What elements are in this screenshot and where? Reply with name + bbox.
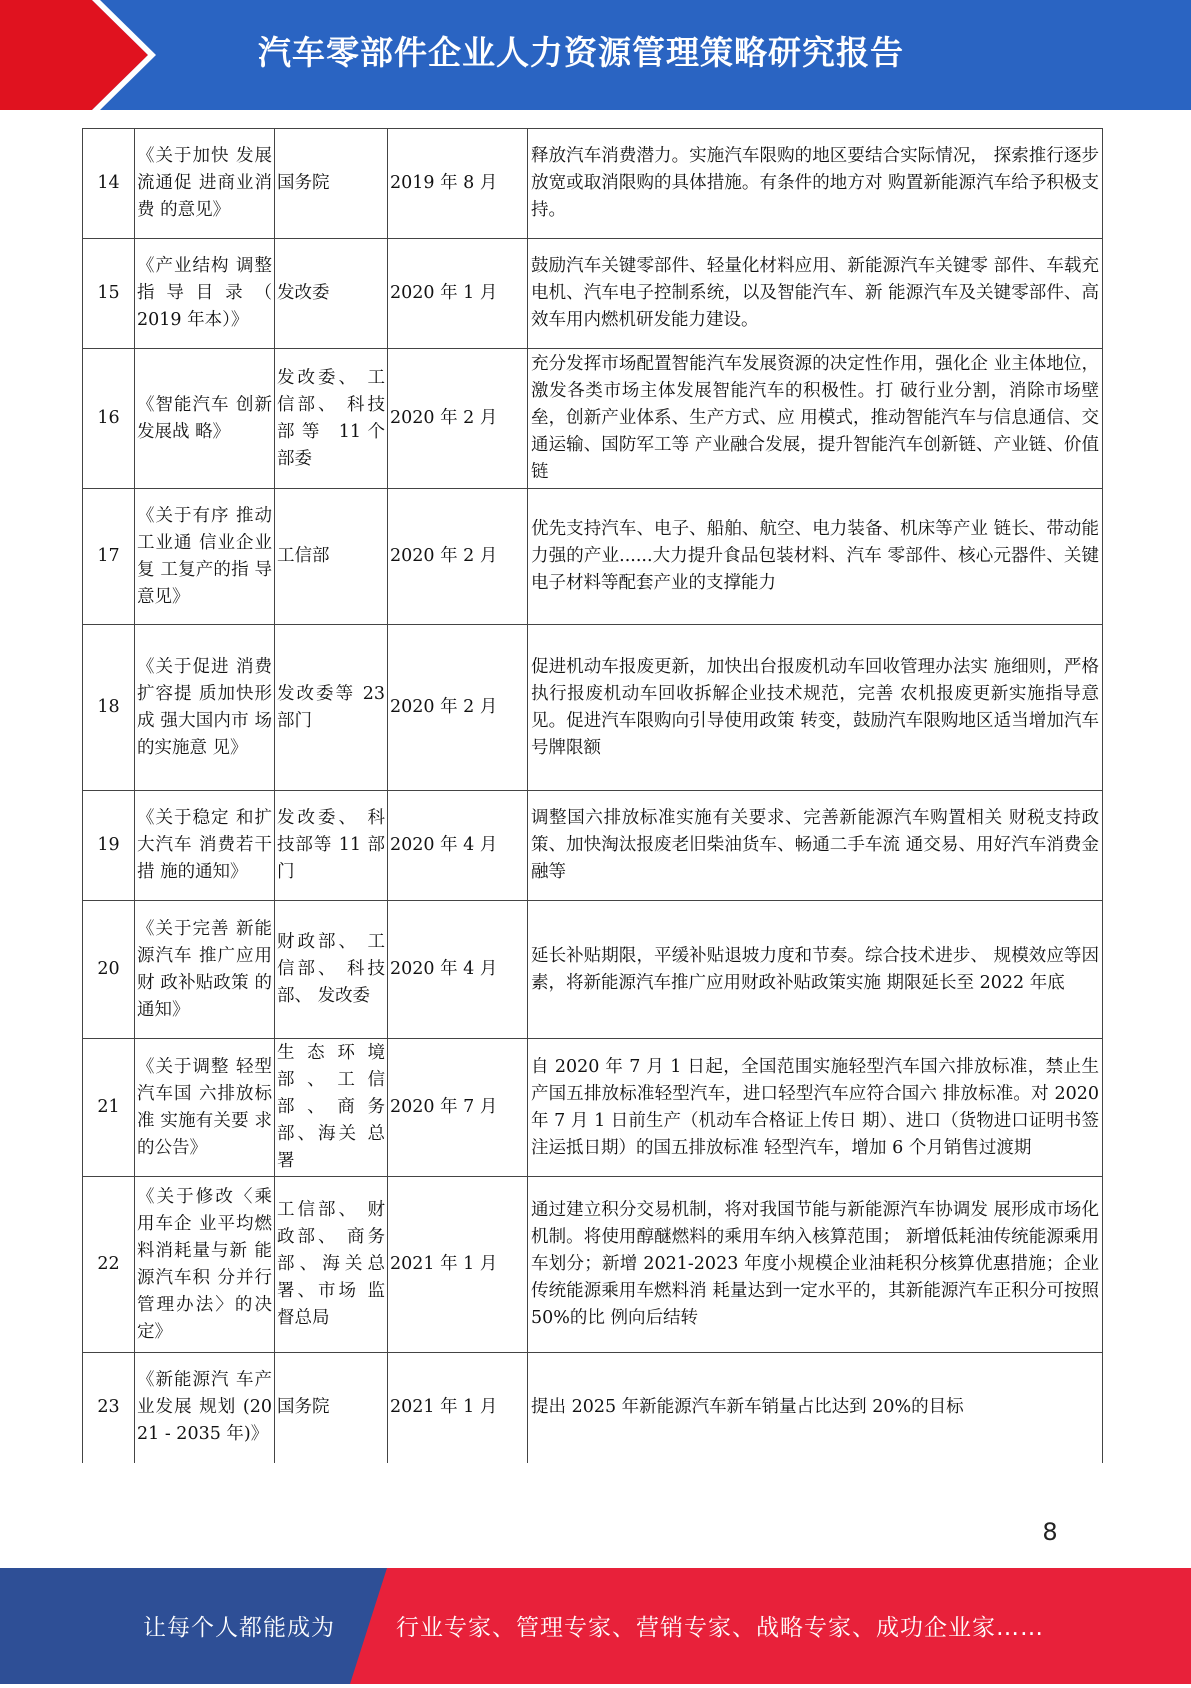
row-number: 14	[83, 129, 135, 239]
policy-content: 释放汽车消费潜力。实施汽车限购的地区要结合实际情况， 探索推行逐步放宽或取消限购的具体措施。有条件的地方对 购置新能源汽车给予积极支持。	[528, 129, 1103, 239]
table-row	[83, 349, 1103, 489]
row-number: 23	[83, 1353, 135, 1463]
report-header	[0, 0, 1191, 110]
policy-name: 《关于促进 消费扩容提 质加快形成 强大国内市 场的实施意 见》	[135, 625, 275, 791]
table-row	[83, 129, 1103, 239]
table-row	[83, 489, 1103, 625]
table-row	[83, 1353, 1103, 1463]
issuing-department: 发改委、 科技部等 11 部门	[275, 791, 388, 901]
row-number: 20	[83, 901, 135, 1039]
policy-content: 自 2020 年 7 月 1 日起，全国范围实施轻型汽车国六排放标准，禁止生产国五排放标准轻型汽车，进口轻型汽车应符合国六 排放标准。对 2020 年 7 月 1 日前生产（机动车合格证上传日 期）、进口（货物进口证明书签注运抵日期）的国五排放标准 轻型汽车，增加 6 个月销售过渡期	[528, 1039, 1103, 1177]
policy-content: 充分发挥市场配置智能汽车发展资源的决定性作用，强化企 业主体地位，激发各类市场主体发展智能汽车的积极性。打 破行业分割，消除市场壁垒，创新产业体系、生产方式、应 用模式，推动智能汽车与信息通信、交通运输、国防军工等 产业融合发展，提升智能汽车创新链、产业链、价值链	[528, 349, 1103, 489]
row-number: 15	[83, 239, 135, 349]
policy-name: 《关于有序 推动工业通 信业企业复 工复产的指 导意见》	[135, 489, 275, 625]
policy-content: 延长补贴期限，平缓补贴退坡力度和节奏。综合技术进步、 规模效应等因素，将新能源汽车推广应用财政补贴政策实施 期限延长至 2022 年底	[528, 901, 1103, 1039]
issuing-department: 发改委、 工信部、 科技部 等 11 个部委	[275, 349, 388, 489]
policy-table	[82, 128, 1103, 1463]
issue-date: 2021 年 1 月	[388, 1177, 528, 1353]
issuing-department: 工信部	[275, 489, 388, 625]
issuing-department: 国务院	[275, 1353, 388, 1463]
table-row	[83, 1177, 1103, 1353]
issue-date: 2020 年 2 月	[388, 489, 528, 625]
policy-name: 《关于修改〈乘用车企 业平均燃料消耗量与新 能源汽车积 分并行管理办法〉的决 定》	[135, 1177, 275, 1353]
issue-date: 2020 年 2 月	[388, 349, 528, 489]
issuing-department: 发改委等 23 部门	[275, 625, 388, 791]
issue-date: 2021 年 1 月	[388, 1353, 528, 1463]
row-number: 21	[83, 1039, 135, 1177]
policy-name: 《关于调整 轻型汽车国 六排放标准 实施有关要 求的公告》	[135, 1039, 275, 1177]
issue-date: 2020 年 4 月	[388, 791, 528, 901]
issuing-department: 发改委	[275, 239, 388, 349]
issue-date: 2020 年 2 月	[388, 625, 528, 791]
policy-content: 促进机动车报废更新，加快出台报废机动车回收管理办法实 施细则，严格执行报废机动车回收拆解企业技术规范，完善 农机报废更新实施指导意见。促进汽车限购向引导使用政策 转变，鼓励汽车限购地区适当增加汽车号牌限额	[528, 625, 1103, 791]
table-row	[83, 901, 1103, 1039]
report-title: 汽车零部件企业人力资源管理策略研究报告	[258, 33, 904, 72]
row-number: 22	[83, 1177, 135, 1353]
policy-content: 调整国六排放标准实施有关要求、完善新能源汽车购置相关 财税支持政策、加快淘汰报废老旧柴油货车、畅通二手车流 通交易、用好汽车消费金融等	[528, 791, 1103, 901]
issuing-department: 工信部、 财政部、 商务部、海关总署、市场 监督总局	[275, 1177, 388, 1353]
policy-name: 《关于完善 新能源汽车 推广应用财 政补贴政策 的通知》	[135, 901, 275, 1039]
policy-name: 《智能汽车 创新发展战 略》	[135, 349, 275, 489]
table-row	[83, 1039, 1103, 1177]
row-number: 19	[83, 791, 135, 901]
policy-name: 《产业结构 调整 指 导 目 录 （ 2019 年本）》	[135, 239, 275, 349]
table-row	[83, 239, 1103, 349]
policy-content: 优先支持汽车、电子、船舶、航空、电力装备、机床等产业 链长、带动能力强的产业......大力提升食品包装材料、汽车 零部件、核心元器件、关键电子材料等配套产业的支撑能力	[528, 489, 1103, 625]
report-footer	[0, 1568, 1191, 1684]
issue-date: 2020 年 4 月	[388, 901, 528, 1039]
row-number: 18	[83, 625, 135, 791]
policy-content: 鼓励汽车关键零部件、轻量化材料应用、新能源汽车关键零 部件、车载充电机、汽车电子控制系统，以及智能汽车、新 能源汽车及关键零部件、高效车用内燃机研发能力建设。	[528, 239, 1103, 349]
footer-slogan-left: 让每个人都能成为	[143, 1615, 335, 1641]
table-row	[83, 625, 1103, 791]
policy-content: 通过建立积分交易机制，将对我国节能与新能源汽车协调发 展形成市场化机制。将使用醇醚燃料的乘用车纳入核算范围； 新增低耗油传统能源乘用车划分；新增 2021-2023 年度小规模企业油耗积分核算优惠措施；企业传统能源乘用车燃料消 耗量达到一定水平的，其新能源汽车正积分可按照 50%的比 例向后结转	[528, 1177, 1103, 1353]
policy-name: 《关于稳定 和扩大汽车 消费若干措 施的通知》	[135, 791, 275, 901]
row-number: 16	[83, 349, 135, 489]
policy-name: 《新能源汽 车产业发展 规划 (2021 - 2035 年)》	[135, 1353, 275, 1463]
issue-date: 2020 年 7 月	[388, 1039, 528, 1177]
policy-content: 提出 2025 年新能源汽车新车销量占比达到 20%的目标	[528, 1353, 1103, 1463]
policy-name: 《关于加快 发展流通促 进商业消费 的意见》	[135, 129, 275, 239]
table-row	[83, 791, 1103, 901]
issue-date: 2019 年 8 月	[388, 129, 528, 239]
issuing-department: 财政部、 工信部、 科技部、 发改委	[275, 901, 388, 1039]
issuing-department: 国务院	[275, 129, 388, 239]
red-arrow-icon	[0, 0, 160, 110]
issuing-department: 生 态 环 境 部、工信 部、商务 部、海关 总署	[275, 1039, 388, 1177]
row-number: 17	[83, 489, 135, 625]
page-number: 8	[1042, 1518, 1058, 1546]
issue-date: 2020 年 1 月	[388, 239, 528, 349]
footer-slogan-right: 行业专家、管理专家、营销专家、战略专家、成功企业家……	[396, 1615, 1044, 1641]
